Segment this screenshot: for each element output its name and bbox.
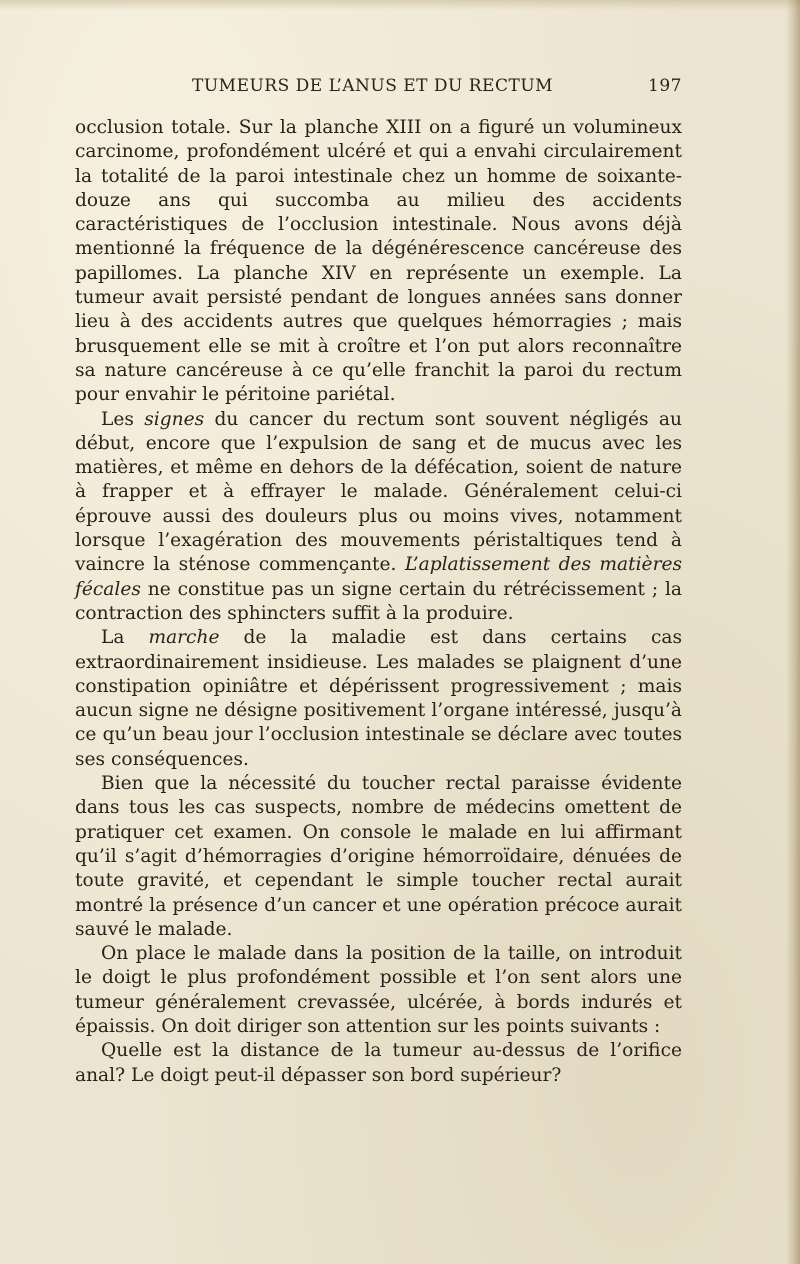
page-number: 197 (648, 76, 682, 96)
paragraph: Les signes du cancer du rectum sont souvent négligés au début, encore que l’expulsion de sang et de mucus avec les matières, et même en dehors de la défécation, soient de nature à frapper et à effrayer le malade. Généralement celui-ci éprouve aussi des douleurs plus ou moins vives, notamment lorsque l’exagération des mouvements péristaltiques tend à vaincre la sténose commençante. L’aplatissement des matières fécales ne constitue pas un signe certain du rétrécissement ; la contraction des sphincters suffit à la produire. (75, 408, 682, 624)
paragraph: La marche de la maladie est dans certains cas extraordinairement insidieuse. Les malades se plaignent d’une constipation opiniâtre et dépérissent progressivement ; mais aucun signe ne désigne positivement l’organe intéressé, jusqu’à ce qu’un beau jour l’occlusion intestinale se déclare avec toutes ses conséquences. (75, 627, 682, 770)
paragraph: Bien que la nécessité du toucher rectal paraisse évidente dans tous les cas suspects, nombre de médecins omettent de pratiquer cet examen. On console le malade en lui affirmant qu’il s’agit d’hémorragies d’origine hémorroïdaire, dénuées de toute gravité, et cependant le simple toucher rectal aurait montré la présence d’un cancer et une opération précoce aurait sauvé le malade. (75, 773, 682, 940)
running-title: TUMEURS DE L’ANUS ET DU RECTUM (192, 76, 554, 96)
page-top-shadow (0, 0, 800, 10)
paragraph: Quelle est la distance de la tumeur au-dessus de l’orifice anal? Le doigt peut-il dépasser son bord supérieur? (75, 1040, 682, 1086)
paragraph: On place le malade dans la position de la taille, on introduit le doigt le plus profondément possible et l’on sent alors une tumeur généralement crevassée, ulcérée, à bords indurés et épaissis. On doit diriger son attention sur les points suivants : (75, 943, 682, 1037)
paragraph: occlusion totale. Sur la planche XIII on a figuré un volumineux carcinome, profondément ulcéré et qui a envahi circulairement la totalité de la paroi intestinale chez un homme de soixante-douze ans qui succomba au milieu des accidents caractéristiques de l’occlusion intestinale. Nous avons déjà mentionné la fréquence de la dégénérescence cancéreuse des papillomes. La planche XIV en représente un exemple. La tumeur avait persisté pendant de longues années sans donner lieu à des accidents autres que quelques hémorragies ; mais brusquement elle se mit à croître et l’on put alors reconnaître sa nature cancéreuse à ce qu’elle franchit la paroi du rectum pour envahir le péritoine pariétal. (75, 117, 682, 406)
emphasis: L’aplatissement des matières fécales (75, 554, 682, 600)
emphasis: signes (144, 408, 205, 430)
page-gutter-shadow (786, 0, 800, 1264)
emphasis: marche (148, 627, 220, 649)
body-text (75, 116, 682, 1088)
page-header (192, 76, 682, 102)
